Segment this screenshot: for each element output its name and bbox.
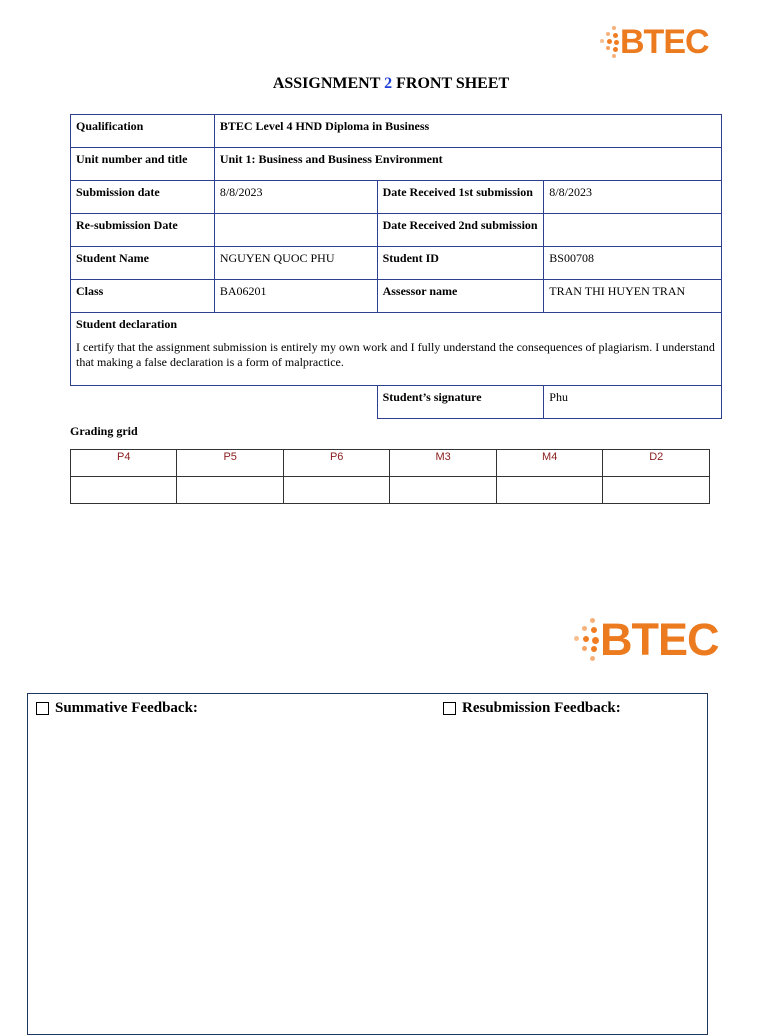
btec-logo — [600, 22, 709, 62]
grade-criterion: P6 — [283, 450, 389, 477]
resubmission-feedback — [443, 700, 621, 717]
grade-criterion: D2 — [603, 450, 710, 477]
grade-cell — [390, 477, 497, 504]
grading-grid-values — [71, 477, 710, 504]
resubmission-date-value — [214, 214, 377, 247]
declaration-row — [71, 313, 722, 386]
grade-criterion: P4 — [71, 450, 177, 477]
page-title: ASSIGNMENT 2 FRONT SHEET — [272, 75, 510, 92]
summative-feedback-label: Summative Feedback: — [55, 700, 198, 716]
class-row — [71, 280, 722, 313]
grade-criterion: M4 — [496, 450, 603, 477]
front-sheet-table — [70, 114, 722, 419]
assessor-label: Assessor name — [377, 280, 544, 313]
student-id-value: BS00708 — [544, 247, 722, 280]
grade-cell — [283, 477, 389, 504]
grade-criterion: P5 — [177, 450, 283, 477]
grading-grid-label: Grading grid — [70, 424, 138, 438]
feedback-box — [27, 693, 708, 1035]
btec-logo — [574, 614, 719, 666]
submission-date-label: Submission date — [71, 181, 215, 214]
qualification-row — [71, 115, 722, 148]
class-label: Class — [71, 280, 215, 313]
declaration-text: I certify that the assignment submission is entirely my own work and I fully understand the consequences of plagiarism. I understand that making a false declaration is a form of malpractice. — [76, 340, 715, 369]
class-value: BA06201 — [214, 280, 377, 313]
resubmission-row — [71, 214, 722, 247]
signature-label: Student’s signature — [377, 386, 544, 419]
grade-cell — [496, 477, 603, 504]
grade-criterion: M3 — [390, 450, 497, 477]
student-name-label: Student Name — [71, 247, 215, 280]
signature-row — [71, 386, 722, 419]
qualification-label: Qualification — [71, 115, 215, 148]
grade-cell — [603, 477, 710, 504]
received-1st-label: Date Received 1st submission — [377, 181, 544, 214]
logo-text: BTEC — [620, 23, 709, 61]
declaration-cell — [71, 313, 722, 386]
grade-cell — [71, 477, 177, 504]
received-1st-value: 8/8/2023 — [544, 181, 722, 214]
unit-value: Unit 1: Business and Business Environment — [214, 148, 721, 181]
summative-feedback-checkbox[interactable] — [36, 702, 49, 715]
unit-label: Unit number and title — [71, 148, 215, 181]
student-row — [71, 247, 722, 280]
signature-value: Phu — [544, 386, 722, 419]
resubmission-feedback-checkbox[interactable] — [443, 702, 456, 715]
resubmission-feedback-label: Resubmission Feedback: — [462, 700, 621, 716]
student-id-label: Student ID — [377, 247, 544, 280]
declaration-label: Student declaration — [76, 317, 178, 331]
submission-row — [71, 181, 722, 214]
unit-row — [71, 148, 722, 181]
grading-grid-header — [71, 450, 710, 477]
received-2nd-value — [544, 214, 722, 247]
logo-dots-icon — [600, 24, 620, 60]
grade-cell — [177, 477, 283, 504]
summative-feedback — [36, 700, 198, 717]
student-name-value: NGUYEN QUOC PHU — [214, 247, 377, 280]
logo-dots-icon — [574, 616, 600, 664]
logo-text: BTEC — [600, 614, 719, 665]
resubmission-date-label: Re-submission Date — [71, 214, 215, 247]
assessor-value: TRAN THI HUYEN TRAN — [544, 280, 722, 313]
qualification-value: BTEC Level 4 HND Diploma in Business — [214, 115, 721, 148]
submission-date-value: 8/8/2023 — [214, 181, 377, 214]
received-2nd-label: Date Received 2nd submission — [377, 214, 544, 247]
grading-grid — [70, 449, 710, 504]
